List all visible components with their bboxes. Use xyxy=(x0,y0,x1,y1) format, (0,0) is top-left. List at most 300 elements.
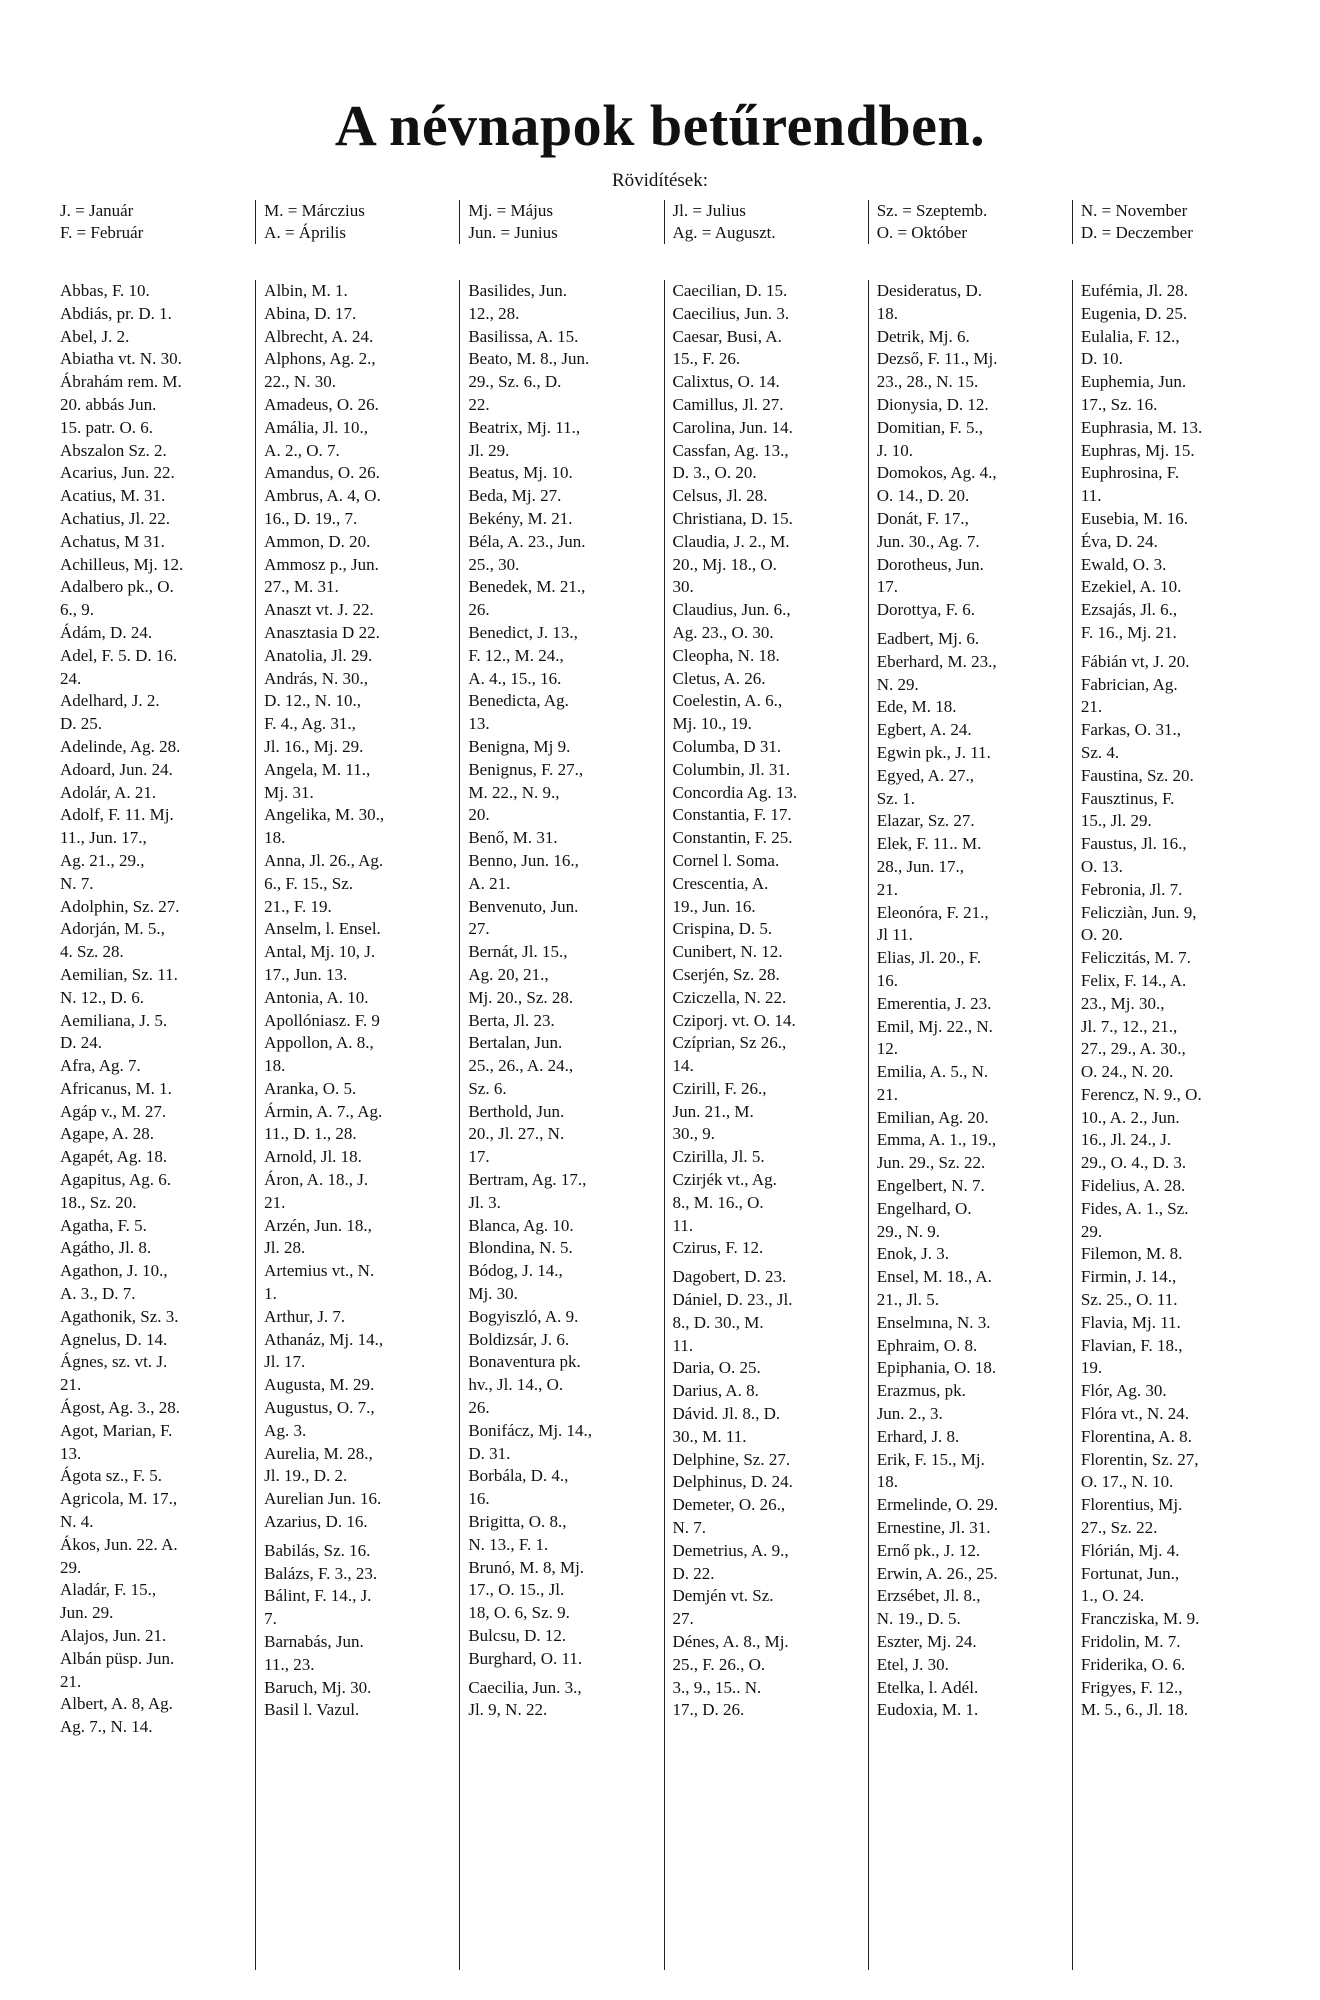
name-entry: Coelestin, A. 6., xyxy=(672,691,783,711)
name-entry: 23., Mj. 30., xyxy=(1080,993,1165,1013)
name-entry: Agátho, Jl. 8. xyxy=(60,1238,152,1258)
name-entry: 20., Jl. 27., N. xyxy=(468,1124,565,1144)
name-entry: Abbas, F. 10. xyxy=(60,281,150,300)
name-entry: Claudia, J. 2., M. xyxy=(672,531,790,551)
name-entry: Dávid. Jl. 8., D. xyxy=(672,1404,781,1424)
name-entry: Bonaventura pk. xyxy=(468,1352,581,1372)
name-entry: Borbála, D. 4., xyxy=(468,1466,569,1486)
name-entry: Blanca, Ag. 10. xyxy=(468,1215,574,1235)
name-entry: Benvenuto, Jun. xyxy=(468,896,579,916)
name-entry: Aemiliana, J. 5. xyxy=(60,1010,168,1030)
name-entry: Egyed, A. 27., xyxy=(876,765,974,785)
name-entry: Balázs, F. 3., 23. xyxy=(264,1563,378,1583)
name-entry: Eszter, Mj. 24. xyxy=(876,1632,977,1652)
name-entry: Jl. 9, N. 22. xyxy=(468,1700,548,1720)
legend-entry: A. = Április xyxy=(264,223,347,242)
name-entry: Aurelia, M. 28., xyxy=(264,1443,373,1463)
name-entry: 17., Sz. 16. xyxy=(1080,394,1158,414)
name-entry: D. 3., O. 20. xyxy=(672,463,757,483)
name-entry: Crescentia, A. xyxy=(672,873,769,893)
name-entry: Jun. 29., Sz. 22. xyxy=(876,1153,986,1173)
name-entry: Beatus, Mj. 10. xyxy=(468,463,573,483)
name-entry: Feliczitás, M. 7. xyxy=(1080,948,1191,968)
name-entry: Agathonik, Sz. 3. xyxy=(60,1306,179,1326)
name-entry: Apollóniasz. F. 9 xyxy=(264,1010,380,1030)
name-entry: Sz. 4. xyxy=(1080,742,1120,762)
name-entry: Ag. 23., O. 30. xyxy=(672,622,774,642)
name-entry: Abdiás, pr. D. 1. xyxy=(60,303,172,323)
name-entry: Dénes, A. 8., Mj. xyxy=(672,1632,789,1652)
name-entry: D. 10. xyxy=(1080,349,1123,369)
name-entry: Florentius, Mj. xyxy=(1080,1495,1183,1515)
name-entry: Sz. 1. xyxy=(876,788,915,808)
name-entry: Jl. 29. xyxy=(468,440,510,460)
name-entry: Ag. 7., N. 14. xyxy=(60,1717,153,1737)
name-entry: 12., 28. xyxy=(468,303,520,323)
name-entry: Cassfan, Ag. 13., xyxy=(672,440,789,460)
name-entry: O. 17., N. 10. xyxy=(1080,1472,1174,1492)
name-entry: D. 12., N. 10., xyxy=(264,691,361,711)
name-entry: 15., F. 26. xyxy=(672,349,741,369)
name-entry: Demjén vt. Sz. xyxy=(672,1586,774,1606)
name-entry: Emil, Mj. 22., N. xyxy=(876,1016,993,1036)
name-entry: 21. xyxy=(876,879,898,899)
name-entry: Ensel, M. 18., A. xyxy=(876,1267,992,1287)
name-entry: A. 4., 15., 16. xyxy=(468,668,562,688)
name-entry: Benedicta, Ag. xyxy=(468,691,569,711)
name-entry: Dániel, D. 23., Jl. xyxy=(672,1290,793,1310)
legend-column xyxy=(1072,200,1276,244)
name-entry: Beato, M. 8., Jun. xyxy=(468,349,590,369)
name-entry: hv., Jl. 14., O. xyxy=(468,1375,564,1395)
legend-entry: O. = Október xyxy=(876,223,968,242)
name-entry: 10., A. 2., Jun. xyxy=(1080,1107,1180,1127)
name-entry: Flóra vt., N. 24. xyxy=(1080,1404,1189,1424)
name-entry: F. 4., Ag. 31., xyxy=(264,714,356,734)
name-entry: Euphrasia, M. 13. xyxy=(1080,417,1203,437)
name-entry: 25., F. 26., O. xyxy=(672,1654,766,1674)
name-entry: Demetrius, A. 9., xyxy=(672,1540,789,1560)
name-entry: Ezsajás, Jl. 6., xyxy=(1080,600,1178,620)
name-entry: Berthold, Jun. xyxy=(468,1101,565,1121)
name-entry: Albin, M. 1. xyxy=(264,281,348,300)
name-entry: Caecilius, Jun. 3. xyxy=(672,303,790,323)
name-entry: Fridolin, M. 7. xyxy=(1080,1632,1181,1652)
name-entry: Emerentia, J. 23. xyxy=(876,993,992,1013)
name-entry: Basilides, Jun. xyxy=(468,281,568,300)
name-entry: 27. xyxy=(468,919,490,939)
name-entry: Erwin, A. 26., 25. xyxy=(876,1563,998,1583)
name-entry: Euphemia, Jun. xyxy=(1080,372,1187,392)
name-entry: Albert, A. 8, Ag. xyxy=(60,1694,173,1714)
name-entry: Athanáz, Mj. 14., xyxy=(264,1329,384,1349)
name-entry: Fausztinus, F. xyxy=(1080,788,1175,808)
name-entry: Felicziàn, Jun. 9, xyxy=(1080,902,1197,922)
name-entry: Brigitta, O. 8., xyxy=(468,1512,567,1532)
name-entry: 12. xyxy=(876,1039,898,1059)
name-entry: Dorotheus, Jun. xyxy=(876,554,984,574)
legend-entry: D. = Deczember xyxy=(1080,223,1193,242)
name-entry: Cziczella, N. 22. xyxy=(672,987,787,1007)
legend-entry: N. = November xyxy=(1080,201,1188,220)
name-entry: Jl. 16., Mj. 29. xyxy=(264,736,364,756)
name-entry: 24. xyxy=(60,668,82,688)
name-entry: Domitian, F. 5., xyxy=(876,417,983,437)
name-entry: Augusta, M. 29. xyxy=(264,1375,375,1395)
name-entry: Cserjén, Sz. 28. xyxy=(672,964,780,984)
name-entry: Flavia, Mj. 11. xyxy=(1080,1312,1181,1332)
name-entry: Cleopha, N. 18. xyxy=(672,645,780,665)
name-entry: Bekény, M. 21. xyxy=(468,508,573,528)
name-entry: Fabrician, Ag. xyxy=(1080,674,1178,694)
name-entry: 22. xyxy=(468,394,490,414)
name-entry: 29. xyxy=(1080,1221,1103,1241)
name-entry: Adolphin, Sz. 27. xyxy=(60,896,180,916)
name-entry: Anatolia, Jl. 29. xyxy=(264,645,373,665)
name-entry: Antonia, A. 10. xyxy=(264,987,369,1007)
name-entry: Ede, M. 18. xyxy=(876,697,957,717)
name-column xyxy=(664,280,868,1970)
name-entry: Jun. 2., 3. xyxy=(876,1404,943,1424)
name-entry: Ag. 20, 21., xyxy=(468,964,549,984)
name-entry: Felix, F. 14., A. xyxy=(1080,970,1187,990)
name-entry: Concordia Ag. 13. xyxy=(672,782,798,802)
name-entry: 16., Jl. 24., J. xyxy=(1080,1130,1172,1150)
name-entry: Sz. 25., O. 11. xyxy=(1080,1290,1178,1310)
legend-column xyxy=(255,200,459,244)
name-entry: Friderika, O. 6. xyxy=(1080,1654,1186,1674)
name-entry: Burghard, O. 11. xyxy=(468,1648,583,1668)
name-entry: Eusebia, M. 16. xyxy=(1080,508,1189,528)
name-entry: Augustus, O. 7., xyxy=(264,1398,375,1418)
name-entry: O. 24., N. 20. xyxy=(1080,1062,1174,1082)
legend-column xyxy=(459,200,663,244)
name-entry: Caesar, Busi, A. xyxy=(672,326,782,346)
name-entry: Ammosz p., Jun. xyxy=(264,554,379,574)
name-entry: Abiatha vt. N. 30. xyxy=(60,349,182,369)
page-title: A névnapok betűrendben. xyxy=(334,93,986,158)
name-entry: Bódog, J. 14., xyxy=(468,1261,563,1281)
name-entry: N. 7. xyxy=(60,873,94,893)
name-entry: Mj. 30. xyxy=(468,1284,518,1304)
name-entry: Erhard, J. 8. xyxy=(876,1426,960,1446)
name-entry: Elek, F. 11.. M. xyxy=(876,834,982,854)
name-entry: 19. xyxy=(1080,1358,1103,1378)
name-entry: Áron, A. 18., J. xyxy=(264,1170,369,1190)
name-entry: Caecilian, D. 15. xyxy=(672,281,788,300)
name-entry: Faustus, Jl. 16., xyxy=(1080,834,1187,854)
name-entry: Agricola, M. 17., xyxy=(60,1489,178,1509)
name-entry: 25., 26., A. 24., xyxy=(468,1056,574,1076)
name-entry: 14. xyxy=(672,1056,694,1076)
name-entry: 30., M. 11. xyxy=(672,1426,747,1446)
name-entry: Elias, Jl. 20., F. xyxy=(876,948,982,968)
name-entry: Faustina, Sz. 20. xyxy=(1080,765,1194,785)
name-entry: N. 7. xyxy=(672,1518,707,1538)
name-entry: Beda, Mj. 27. xyxy=(468,486,562,506)
name-entry: Jl. 7., 12., 21., xyxy=(1080,1016,1178,1036)
name-entry: Czirilla, Jl. 5. xyxy=(672,1147,765,1167)
name-entry: 21. xyxy=(60,1671,82,1691)
name-entry: Amália, Jl. 10., xyxy=(264,417,369,437)
name-entry: Ambrus, A. 4, O. xyxy=(264,486,381,506)
legend-entry: M. = Márczius xyxy=(264,201,365,220)
name-entry: Ábrahám rem. M. xyxy=(60,372,182,392)
name-entry: Detrik, Mj. 6. xyxy=(876,326,970,346)
name-entry: Aranka, O. 5. xyxy=(264,1078,357,1098)
name-entry: Engelbert, N. 7. xyxy=(876,1176,985,1196)
name-entry: Benő, M. 31. xyxy=(468,828,558,848)
name-entry: Delphine, Sz. 27. xyxy=(672,1449,791,1469)
name-entry: D. 31. xyxy=(468,1443,511,1463)
name-entry: Cletus, A. 26. xyxy=(672,668,766,688)
name-entry: Beatrix, Mj. 11., xyxy=(468,417,581,437)
name-entry: Camillus, Jl. 27. xyxy=(672,394,784,414)
name-entry: Columbin, Jl. 31. xyxy=(672,759,791,779)
name-entry: 11., D. 1., 28. xyxy=(264,1124,357,1144)
name-entry: Elazar, Sz. 27. xyxy=(876,811,975,831)
name-entry: O. 13. xyxy=(1080,856,1123,876)
name-entry: Basilissa, A. 15. xyxy=(468,326,579,346)
name-entry: Ármin, A. 7., Ag. xyxy=(264,1101,383,1121)
name-entry: F. 12., M. 24., xyxy=(468,645,564,665)
name-entry: Basil l. Vazul. xyxy=(264,1700,360,1720)
name-entry: Etelka, l. Adél. xyxy=(876,1677,979,1697)
name-entry: 17. xyxy=(876,577,898,597)
name-entry: Fortunat, Jun., xyxy=(1080,1563,1180,1583)
name-entry: Azarius, D. 16. xyxy=(264,1512,368,1532)
name-entry: Bogyiszló, A. 9. xyxy=(468,1306,579,1326)
name-entry: Ernő pk., J. 12. xyxy=(876,1540,981,1560)
name-entry: Bálint, F. 14., J. xyxy=(264,1586,372,1606)
name-entry: Daria, O. 25. xyxy=(672,1358,761,1378)
name-entry: Agatha, F. 5. xyxy=(60,1215,147,1235)
name-entry: Flórián, Mj. 4. xyxy=(1080,1540,1180,1560)
name-entry: 21. xyxy=(60,1375,82,1395)
name-entry: N. 13., F. 1. xyxy=(468,1534,549,1554)
name-entry: Darius, A. 8. xyxy=(672,1381,759,1401)
name-entry: Angelika, M. 30., xyxy=(264,805,385,825)
name-entry: Christiana, D. 15. xyxy=(672,508,793,528)
name-entry: 27., 29., A. 30., xyxy=(1080,1039,1186,1059)
name-entry: Ezekiel, A. 10. xyxy=(1080,577,1182,597)
name-entry: 20. xyxy=(468,805,490,825)
name-entry: Fidelius, A. 28. xyxy=(1080,1176,1186,1196)
name-entry: 17., Jun. 13. xyxy=(264,964,348,984)
name-entry: Delphinus, D. 24. xyxy=(672,1472,793,1492)
name-entry: Ádám, D. 24. xyxy=(60,622,153,642)
name-entry: Jl. 19., D. 2. xyxy=(264,1466,348,1486)
name-entry: Erzsébet, Jl. 8., xyxy=(876,1586,981,1606)
name-entry: 16., D. 19., 7. xyxy=(264,508,358,528)
name-entry: Fides, A. 1., Sz. xyxy=(1080,1198,1189,1218)
name-entry: 18. xyxy=(876,303,898,323)
name-column xyxy=(255,280,459,1970)
name-entry: N. 19., D. 5. xyxy=(876,1609,961,1629)
name-entry: 18., Sz. 20. xyxy=(60,1192,137,1212)
name-entry: Fábián vt, J. 20. xyxy=(1080,651,1190,671)
legend-entry: J. = Január xyxy=(60,201,134,220)
name-entry: 21. xyxy=(264,1192,286,1212)
legend-entry: Ag. = Auguszt. xyxy=(672,223,776,242)
name-column xyxy=(1072,280,1276,1970)
name-entry: 7. xyxy=(264,1609,277,1629)
name-entry: Baruch, Mj. 30. xyxy=(264,1677,372,1697)
name-entry: O. 20. xyxy=(1080,925,1123,945)
name-entry: Ferencz, N. 9., O. xyxy=(1080,1084,1202,1104)
name-entry: O. 14., D. 20. xyxy=(876,486,970,506)
name-entry: Cziporj. vt. O. 14. xyxy=(672,1010,796,1030)
name-entry: Epiphania, O. 18. xyxy=(876,1358,997,1378)
name-entry: Euphras, Mj. 15. xyxy=(1080,440,1195,460)
name-entry: 22., N. 30. xyxy=(264,372,336,392)
name-entry: Florentina, A. 8. xyxy=(1080,1426,1192,1446)
name-entry: Ag. 21., 29., xyxy=(60,850,145,870)
name-entry: Blondina, N. 5. xyxy=(468,1238,573,1258)
name-entry: Benedict, J. 13., xyxy=(468,622,578,642)
name-entry: 11. xyxy=(672,1215,694,1235)
legend-entry: Sz. = Szeptemb. xyxy=(876,201,988,220)
name-entry: Dagobert, D. 23. xyxy=(672,1267,787,1287)
abbreviations-heading: Rövidítések: xyxy=(611,170,709,191)
name-entry: Enselmına, N. 3. xyxy=(876,1312,991,1332)
name-entry: Florentin, Sz. 27, xyxy=(1080,1449,1199,1469)
name-entry: Cunibert, N. 12. xyxy=(672,942,783,962)
name-entry: Aemilian, Sz. 11. xyxy=(60,964,178,984)
name-entry: Berta, Jl. 23. xyxy=(468,1010,555,1030)
name-entry: 17., D. 26. xyxy=(672,1700,745,1720)
name-entry: Adelinde, Ag. 28. xyxy=(60,736,181,756)
name-entry: Barnabás, Jun. xyxy=(264,1632,364,1652)
name-entry: Dorottya, F. 6. xyxy=(876,600,975,620)
name-entry: Appollon, A. 8., xyxy=(264,1033,374,1053)
name-entry: Euphrosina, F. xyxy=(1080,463,1180,483)
name-entry: 23., 28., N. 15. xyxy=(876,372,979,392)
name-entry: Albrecht, A. 24. xyxy=(264,326,374,346)
legend-column xyxy=(56,200,255,244)
name-entry: Donát, F. 17., xyxy=(876,508,969,528)
name-entry: Bulcsu, D. 12. xyxy=(468,1626,567,1646)
name-entry: M. 5., 6., Jl. 18. xyxy=(1080,1700,1189,1720)
name-entry: Ammon, D. 20. xyxy=(264,531,371,551)
name-entry: 27., M. 31. xyxy=(264,577,339,597)
name-entry: Crispina, D. 5. xyxy=(672,919,773,939)
name-entry: Sz. 6. xyxy=(468,1078,507,1098)
name-entry: Dionysia, D. 12. xyxy=(876,394,989,414)
name-entry: 4. Sz. 28. xyxy=(60,942,124,962)
name-entry: Agapitus, Ag. 6. xyxy=(60,1170,171,1190)
name-entry: 26. xyxy=(468,600,490,620)
name-entry: Egwin pk., J. 11. xyxy=(876,742,991,762)
name-entry: Agape, A. 28. xyxy=(60,1124,154,1144)
name-entry: Mj. 20., Sz. 28. xyxy=(468,987,574,1007)
name-entry: Eleonóra, F. 21., xyxy=(876,902,989,922)
name-entry: Ágnes, sz. vt. J. xyxy=(60,1352,168,1372)
name-entry: 16. xyxy=(876,970,898,990)
name-entry: Adolár, A. 21. xyxy=(60,782,157,802)
name-column xyxy=(459,280,663,1970)
name-entry: Caecilia, Jun. 3., xyxy=(468,1677,582,1697)
name-entry: Firmin, J. 14., xyxy=(1080,1267,1177,1287)
name-entry: Béla, A. 23., Jun. xyxy=(468,531,586,551)
name-entry: Bertalan, Jun. xyxy=(468,1033,563,1053)
name-entry: Agathon, J. 10., xyxy=(60,1261,168,1281)
name-entry: Frigyes, F. 12., xyxy=(1080,1677,1183,1697)
name-entry: Adelhard, J. 2. xyxy=(60,691,160,711)
name-entry: Artemius vt., N. xyxy=(264,1261,375,1281)
legend-entry: F. = Február xyxy=(60,223,144,242)
name-entry: A. 2., O. 7. xyxy=(264,440,340,460)
name-entry: Celsus, Jl. 28. xyxy=(672,486,768,506)
name-entry: Jun. 21., M. xyxy=(672,1101,754,1121)
name-entry: Jl. 17. xyxy=(264,1352,306,1372)
name-entry: M. 22., N. 9., xyxy=(468,782,560,802)
name-entry: 8., D. 30., M. xyxy=(672,1312,764,1332)
name-entry: N. 4. xyxy=(60,1512,94,1532)
name-entry: Aladár, F. 15., xyxy=(60,1580,157,1600)
name-entry: 17. xyxy=(468,1147,490,1167)
name-entry: Jun. 29. xyxy=(60,1603,114,1623)
name-entry: Boldizsár, J. 6. xyxy=(468,1329,570,1349)
name-entry: Ernestine, Jl. 31. xyxy=(876,1518,991,1538)
name-entry: Febronia, Jl. 7. xyxy=(1080,879,1183,899)
name-entry: Eugenia, D. 25. xyxy=(1080,303,1188,323)
name-entry: Abszalon Sz. 2. xyxy=(60,440,167,460)
name-entry: Achilleus, Mj. 12. xyxy=(60,554,184,574)
name-entry: Constantia, F. 17. xyxy=(672,805,792,825)
name-entry: 15., Jl. 29. xyxy=(1080,811,1152,831)
name-entry: Anna, Jl. 26., Ag. xyxy=(264,850,384,870)
name-entry: Eulalia, F. 12., xyxy=(1080,326,1180,346)
name-entry: Agapét, Ag. 18. xyxy=(60,1147,168,1167)
name-entry: Carolina, Jun. 14. xyxy=(672,417,793,437)
name-entry: Jun. 30., Ag. 7. xyxy=(876,531,980,551)
name-entry: 18, O. 6, Sz. 9. xyxy=(468,1603,570,1623)
name-entry: Ermelinde, O. 29. xyxy=(876,1495,999,1515)
name-entry: Adalbero pk., O. xyxy=(60,577,174,597)
name-entry: 19., Jun. 16. xyxy=(672,896,756,916)
name-entry: Babilás, Sz. 16. xyxy=(264,1540,371,1560)
name-entry: Flór, Ag. 30. xyxy=(1080,1381,1167,1401)
name-entry: Adel, F. 5. D. 16. xyxy=(60,645,178,665)
name-entry: Afra, Ag. 7. xyxy=(60,1056,141,1076)
name-entry: Mj. 31. xyxy=(264,782,314,802)
name-entry: Abel, J. 2. xyxy=(60,326,130,346)
name-day-columns xyxy=(56,280,1276,1970)
name-column xyxy=(56,280,255,1970)
name-entry: Mj. 10., 19. xyxy=(672,714,752,734)
name-entry: 18. xyxy=(264,828,286,848)
name-entry: 21. xyxy=(876,1084,898,1104)
name-entry: 18. xyxy=(264,1056,286,1076)
name-entry: Bernát, Jl. 15., xyxy=(468,942,568,962)
name-entry: Benno, Jun. 16., xyxy=(468,850,579,870)
name-entry: Emilian, Ag. 20. xyxy=(876,1107,989,1127)
name-entry: Farkas, O. 31., xyxy=(1080,720,1181,740)
name-entry: Aurelian Jun. 16. xyxy=(264,1489,382,1509)
name-entry: Ewald, O. 3. xyxy=(1080,554,1167,574)
name-entry: N. 12., D. 6. xyxy=(60,987,145,1007)
name-entry: 15. patr. O. 6. xyxy=(60,417,154,437)
legend-entry: Jun. = Junius xyxy=(468,223,558,242)
name-entry: Columba, D 31. xyxy=(672,736,782,756)
name-column xyxy=(868,280,1072,1970)
name-entry: 8., M. 16., O. xyxy=(672,1192,764,1212)
name-entry: Arzén, Jun. 18., xyxy=(264,1215,372,1235)
name-entry: Jl 11. xyxy=(876,925,913,945)
name-entry: 21., F. 19. xyxy=(264,896,332,916)
name-entry: Francziska, M. 9. xyxy=(1080,1609,1200,1629)
